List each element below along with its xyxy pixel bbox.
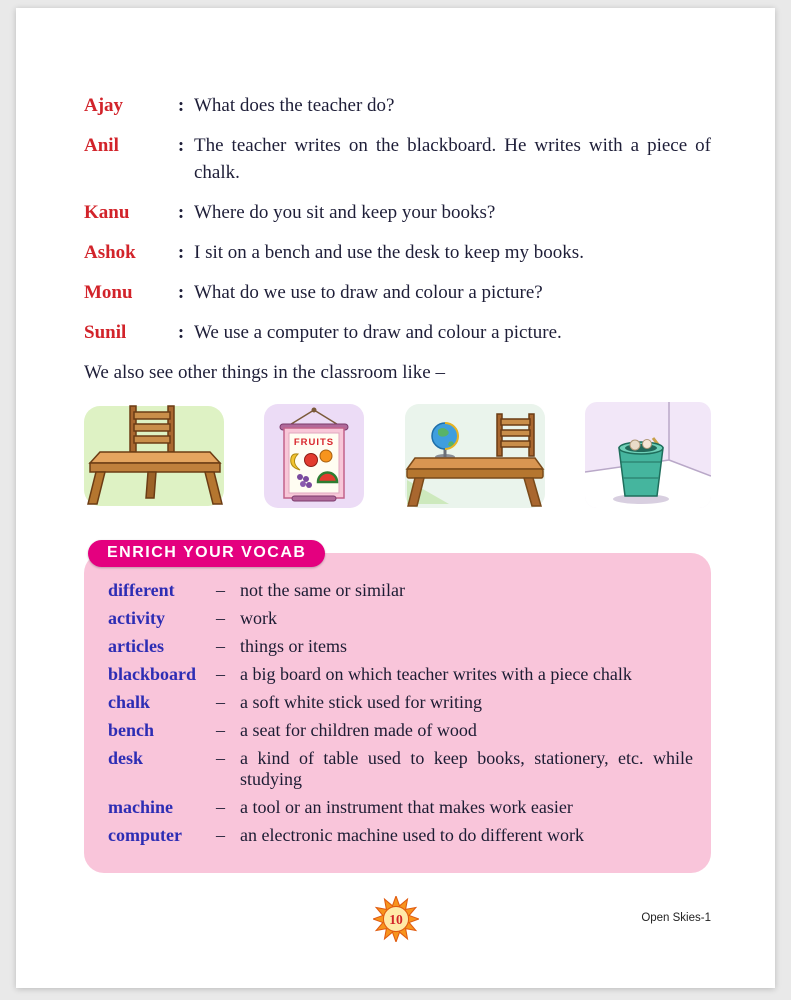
illustrations-row [84, 398, 711, 512]
starburst-icon [373, 896, 419, 942]
dialogue-text: What do we use to draw and colour a picture? [194, 282, 543, 303]
vocab-row [108, 720, 699, 741]
dustbin-illustration [585, 400, 711, 512]
vocab-row [108, 608, 699, 629]
vocab-row [108, 664, 699, 685]
speaker-colon: : [177, 242, 185, 263]
vocab-word: activity [108, 608, 165, 628]
vocab-dash: – [216, 692, 225, 712]
dialogue-text: The teacher writes on the blackboard. He writes with a piece of chalk. [194, 135, 711, 183]
dialogue-row [84, 239, 711, 266]
vocab-meaning: an electronic machine used to do different work [240, 825, 585, 845]
speaker-name: Anil [84, 135, 119, 156]
vocab-row [108, 692, 699, 713]
vocab-dash: – [216, 608, 225, 628]
speaker-colon: : [177, 202, 185, 223]
textbook-page [16, 8, 775, 988]
vocab-word: machine [108, 797, 173, 817]
dialogue-text: I sit on a bench and use the desk to keep my books. [194, 242, 584, 263]
vocab-row [108, 580, 699, 601]
vocab-meaning: work [240, 608, 277, 628]
enrich-vocab-badge [88, 540, 325, 567]
vocab-row [108, 748, 699, 790]
vocab-word: desk [108, 748, 144, 768]
vocab-row [108, 825, 699, 846]
page-content [16, 8, 775, 873]
dustbin-icon [619, 438, 663, 496]
vocab-meaning: a big board on which teacher writes with a piece chalk [240, 664, 632, 684]
chair-and-table-illustration [84, 400, 224, 512]
dialogue-row [84, 279, 711, 306]
vocab-section [84, 540, 711, 873]
vocab-dash: – [216, 797, 225, 817]
speaker-colon: : [177, 282, 185, 303]
vocab-dash: – [216, 664, 225, 684]
page-footer [16, 892, 775, 948]
vocab-word: bench [108, 720, 155, 740]
vocab-meaning: a seat for children made of wood [240, 720, 477, 740]
speaker-name: Sunil [84, 322, 127, 343]
vocab-dash: – [216, 636, 225, 656]
vocab-meaning: not the same or similar [240, 580, 405, 600]
speaker-name: Ajay [84, 95, 124, 116]
page-number-star [373, 896, 419, 947]
dialogue-row [84, 132, 711, 186]
fruits-chart-illustration [264, 400, 364, 512]
dialogue-text: Where do you sit and keep your books? [194, 202, 496, 223]
vocab-meaning: a kind of table used to keep books, stationery, etc. while studying [240, 748, 693, 789]
dialogue-text: What does the teacher do? [194, 95, 395, 116]
vocab-word: articles [108, 636, 164, 656]
vocab-row [108, 636, 699, 657]
speaker-colon: : [177, 322, 185, 343]
speaker-colon: : [177, 95, 185, 116]
vocab-dash: – [216, 580, 225, 600]
vocab-meaning: a soft white stick used for writing [240, 692, 482, 712]
vocab-heading: ENRICH YOUR VOCAB [107, 544, 307, 561]
lead-in-text: We also see other things in the classroom like – [84, 362, 445, 383]
vocab-meaning: a tool or an instrument that makes work easier [240, 797, 573, 817]
speaker-name: Ashok [84, 242, 136, 263]
vocab-dash: – [216, 825, 225, 845]
book-title: Open Skies-1 [641, 912, 711, 924]
vocab-row [108, 797, 699, 818]
dialogue-row [84, 92, 711, 119]
vocab-dash: – [216, 748, 225, 768]
poster-title-text: FRUITS [294, 437, 335, 448]
speaker-colon: : [177, 135, 185, 156]
vocab-box [84, 553, 711, 873]
dialogue-row [84, 319, 711, 346]
speaker-name: Monu [84, 282, 133, 303]
dialogue-text: We use a computer to draw and colour a picture. [194, 322, 562, 343]
vocab-word: blackboard [108, 664, 197, 684]
vocab-word: different [108, 580, 175, 600]
page-number: 10 [388, 912, 403, 928]
speaker-name: Kanu [84, 202, 130, 223]
dialogue-section [84, 92, 711, 346]
desk-with-globe-illustration [405, 400, 545, 512]
vocab-word: computer [108, 825, 182, 845]
dialogue-row [84, 199, 711, 226]
vocab-meaning: things or items [240, 636, 347, 656]
vocab-dash: – [216, 720, 225, 740]
vocab-word: chalk [108, 692, 151, 712]
